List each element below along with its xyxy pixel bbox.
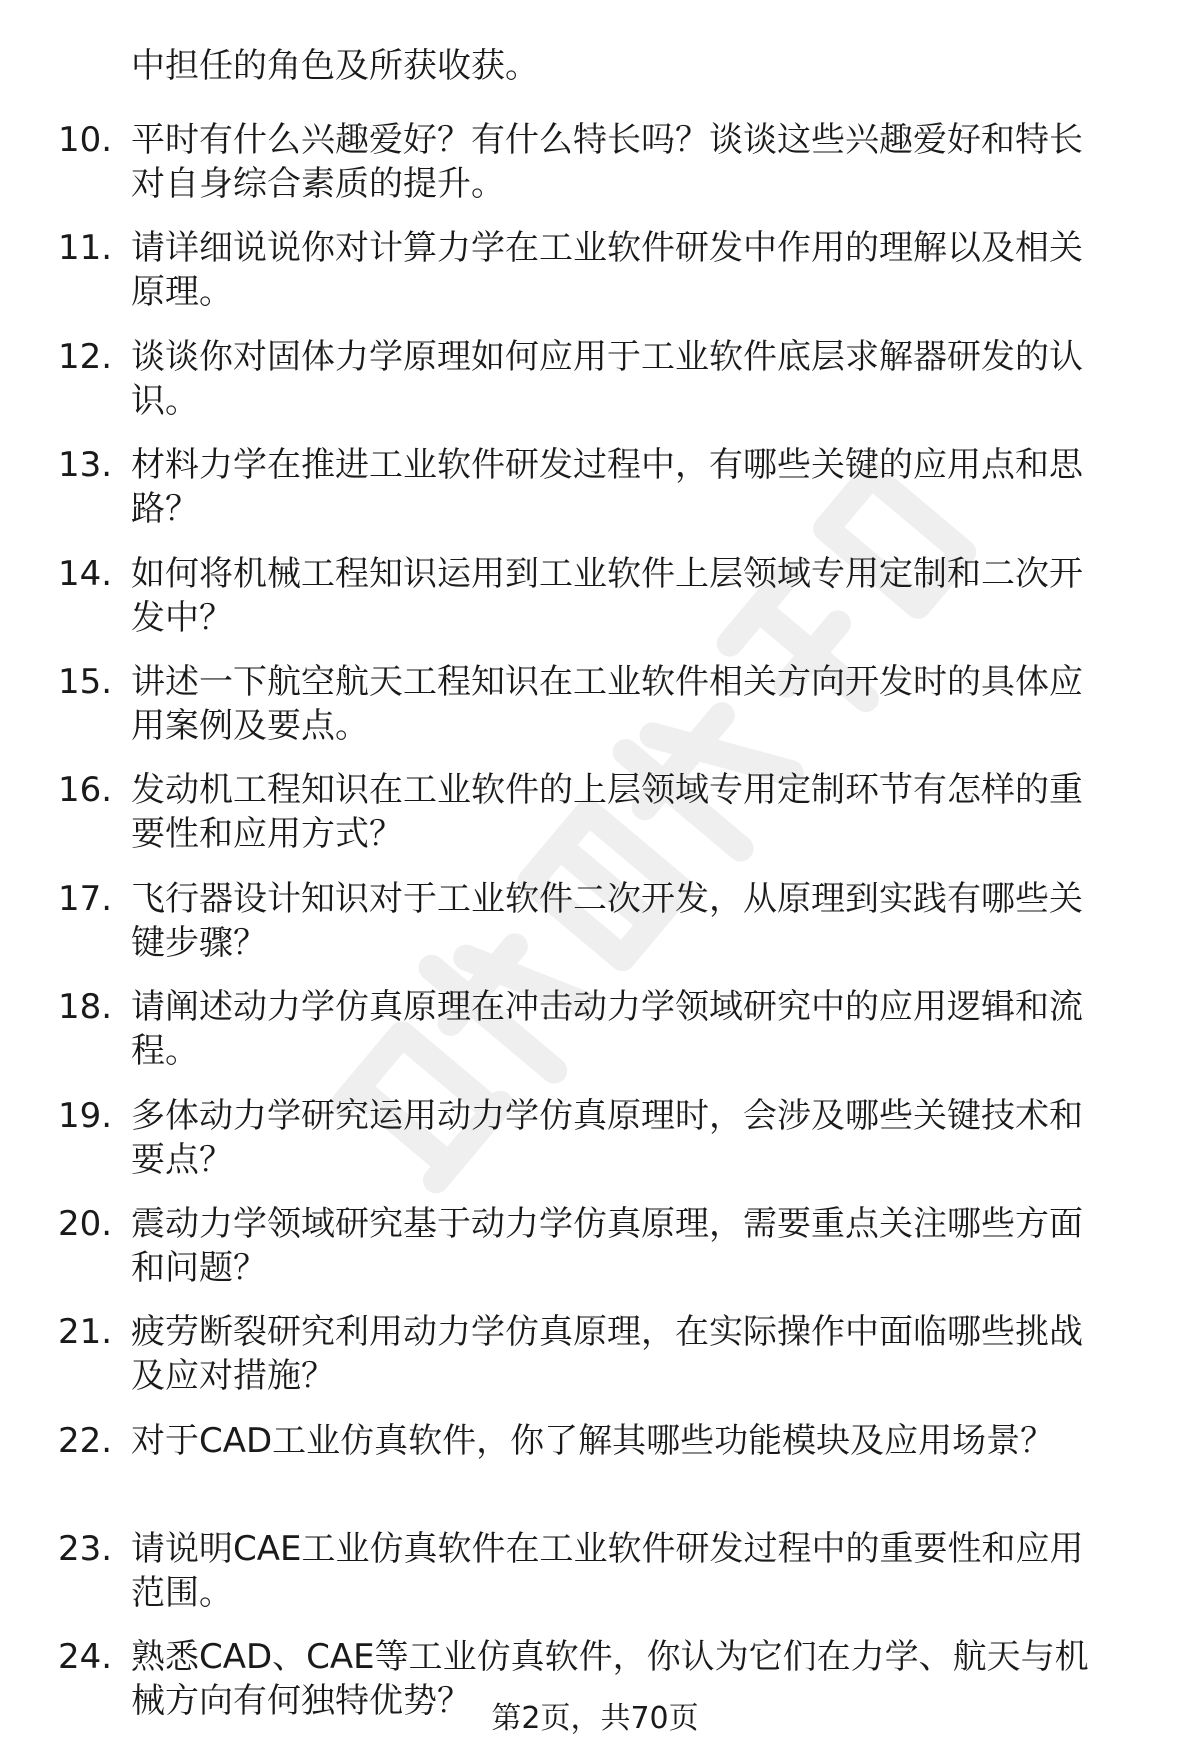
question-number: 12. [58,336,113,377]
question-text [131,226,1190,314]
question-number: 14. [58,553,113,594]
question-text-line: 路？ [131,489,199,530]
question-item [58,226,1158,314]
question-number: 19. [58,1095,113,1136]
question-text-line: 请详细说说你对计算力学在工业软件研发中作用的理解以及相关 [131,228,1083,269]
question-item [58,877,1158,965]
question-text-line: 对于CAD工业仿真软件，你了解其哪些功能模块及应用场景？ [131,1420,1055,1461]
question-text [131,118,1190,206]
question-text-line: 发动机工程知识在工业软件的上层领域专用定制环节有怎样的重 [131,770,1083,811]
question-text-line: 请阐述动力学仿真原理在冲击动力学领域研究中的应用逻辑和流 [131,987,1083,1028]
question-text-line: 和问题？ [131,1247,267,1288]
question-text-line: 用案例及要点。 [131,705,369,746]
question-text-line: 对自身综合素质的提升。 [131,164,505,204]
question-text-line: 械方向有何独特优势？ [131,1681,471,1722]
question-text-line: 震动力学领域研究基于动力学仿真原理，需要重点关注哪些方面 [131,1203,1083,1244]
question-number: 20. [58,1203,113,1244]
question-text-line: 范围。 [131,1573,233,1614]
question-text-line: 材料力学在推进工业软件研发过程中，有哪些关键的应用点和思 [131,445,1083,486]
question-text-line: 讲述一下航空航天工程知识在工业软件相关方向开发时的具体应 [131,661,1083,702]
question-text-line: 平时有什么兴趣爱好？有什么特长吗？谈谈这些兴趣爱好和特长 [131,120,1083,160]
question-text-line: 请说明CAE工业仿真软件在工业软件研发过程中的重要性和应用 [131,1529,1084,1570]
question-number: 15. [58,661,113,702]
question-text-line: 要性和应用方式？ [131,814,403,855]
question-item [58,552,1158,640]
question-text [131,335,1190,423]
question-text-line: 识。 [131,380,199,421]
question-text [131,660,1190,748]
question-number: 24. [58,1637,113,1678]
continuation-text: 中担任的角色及所获收获。 [131,46,539,86]
question-item [58,660,1158,748]
question-number: 10. [58,120,113,160]
page-footer: 第2页，共70页 [491,1701,699,1736]
question-text [131,985,1190,1073]
question-text [131,1202,1190,1290]
question-number: 23. [58,1529,113,1570]
question-item [58,1419,1158,1507]
question-item [58,768,1158,856]
question-text-line: 键步骤？ [131,922,267,963]
question-text [131,1310,1190,1398]
question-text-line: 熟悉CAD、CAE等工业仿真软件，你认为它们在力学、航天与机 [131,1637,1089,1678]
question-text [131,768,1190,856]
question-text-line: 如何将机械工程知识运用到工业软件上层领域专用定制和二次开 [131,553,1083,594]
question-number: 18. [58,987,113,1028]
question-item [58,1094,1158,1182]
question-list [58,118,1158,1744]
question-number: 21. [58,1312,113,1353]
question-text [131,1094,1190,1182]
question-text-line: 多体动力学研究运用动力学仿真原理时，会涉及哪些关键技术和 [131,1095,1083,1136]
question-item [58,985,1158,1073]
question-text [131,1419,1190,1463]
question-text [131,1527,1190,1615]
question-text-line: 程。 [131,1031,199,1072]
question-number: 16. [58,770,113,811]
question-text-line: 及应对措施？ [131,1356,335,1397]
question-number: 22. [58,1420,113,1461]
question-text-line: 谈谈你对固体力学原理如何应用于工业软件底层求解器研发的认 [131,336,1083,377]
question-text-line: 疲劳断裂研究利用动力学仿真原理，在实际操作中面临哪些挑战 [131,1312,1083,1353]
question-item [58,335,1158,423]
question-item [58,1202,1158,1290]
question-item [58,118,1158,206]
question-number: 13. [58,445,113,486]
question-number: 11. [58,228,113,269]
question-item [58,443,1158,531]
question-text-line: 要点？ [131,1139,233,1180]
question-number: 17. [58,878,113,919]
question-text-line: 发中？ [131,597,233,638]
question-text-line: 飞行器设计知识对于工业软件二次开发，从原理到实践有哪些关 [131,878,1083,919]
question-text [131,552,1190,640]
question-text-line: 原理。 [131,272,233,313]
question-item [58,1310,1158,1398]
question-text [131,443,1190,531]
question-item [58,1527,1158,1615]
question-text [131,877,1190,965]
